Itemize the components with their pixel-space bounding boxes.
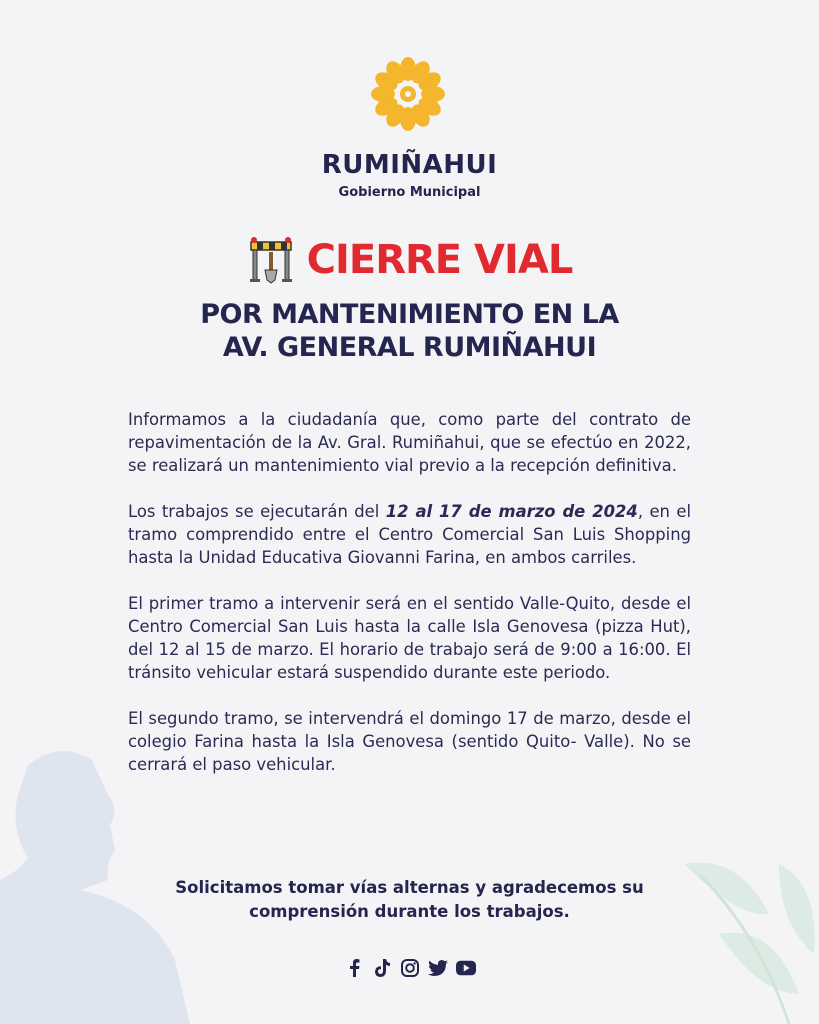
paragraph-intro: Informamos a la ciudadanía que, como parte del contrato de repavimentación de la Av. Gral. Rumiñahui, que se efectúo en 2022, se realizará un mantenimiento vial previo a la recepción definitiva.: [128, 410, 691, 475]
background-leaves: [679, 844, 819, 1024]
work-dates: 12 al 17 de marzo de 2024: [385, 502, 638, 521]
youtube-icon[interactable]: [456, 958, 476, 978]
paragraph-second-section: El segundo tramo, se intervendrá el domingo 17 de marzo, desde el colegio Farina hasta la Isla Genovesa (sentido Quito- Valle). No se cerrará el paso vehicular.: [128, 709, 691, 774]
closing-line-1: Solicitamos tomar vías alternas y agradecemos su: [175, 878, 644, 897]
subheadline: [0, 298, 819, 364]
paragraph-first-section: El primer tramo a intervenir será en el sentido Valle-Quito, desde el Centro Comercial San Luis hasta la calle Isla Genovesa (pizza Hut), del 12 al 15 de marzo. El horario de trabajo será de 9:00 a 16:00. El tránsito vehicular estará suspendido durante este periodo.: [128, 594, 691, 682]
paragraph-dates-rest: , en el tramo comprendido entre el Centro Comercial San Luis Shopping hasta la Unidad Educativa Giovanni Farina, en ambos carriles.: [128, 502, 691, 567]
brand-name: RUMIÑAHUI: [321, 150, 498, 180]
closing-message: [0, 876, 819, 924]
twitter-icon[interactable]: [428, 958, 448, 978]
facebook-icon[interactable]: [344, 958, 364, 978]
announcement-body: [128, 408, 691, 799]
headline-text: CIERRE VIAL: [306, 237, 573, 283]
subheadline-line-1: POR MANTENIMIENTO EN LA: [200, 299, 619, 330]
paragraph-dates-lead: Los trabajos se ejecutarán del: [128, 502, 386, 521]
tiktok-icon[interactable]: [372, 958, 392, 978]
headline: [0, 232, 819, 288]
brand-subtitle: Gobierno Municipal: [338, 185, 481, 200]
closing-line-2: comprensión durante los trabajos.: [249, 902, 570, 921]
subheadline-line-2: AV. GENERAL RUMIÑAHUI: [222, 332, 597, 363]
paragraph-dates: [128, 500, 691, 569]
road-barrier-icon: [247, 236, 295, 284]
social-icons: [0, 958, 819, 978]
rumiñahui-sun-logo: [368, 54, 448, 134]
instagram-icon[interactable]: [400, 958, 420, 978]
